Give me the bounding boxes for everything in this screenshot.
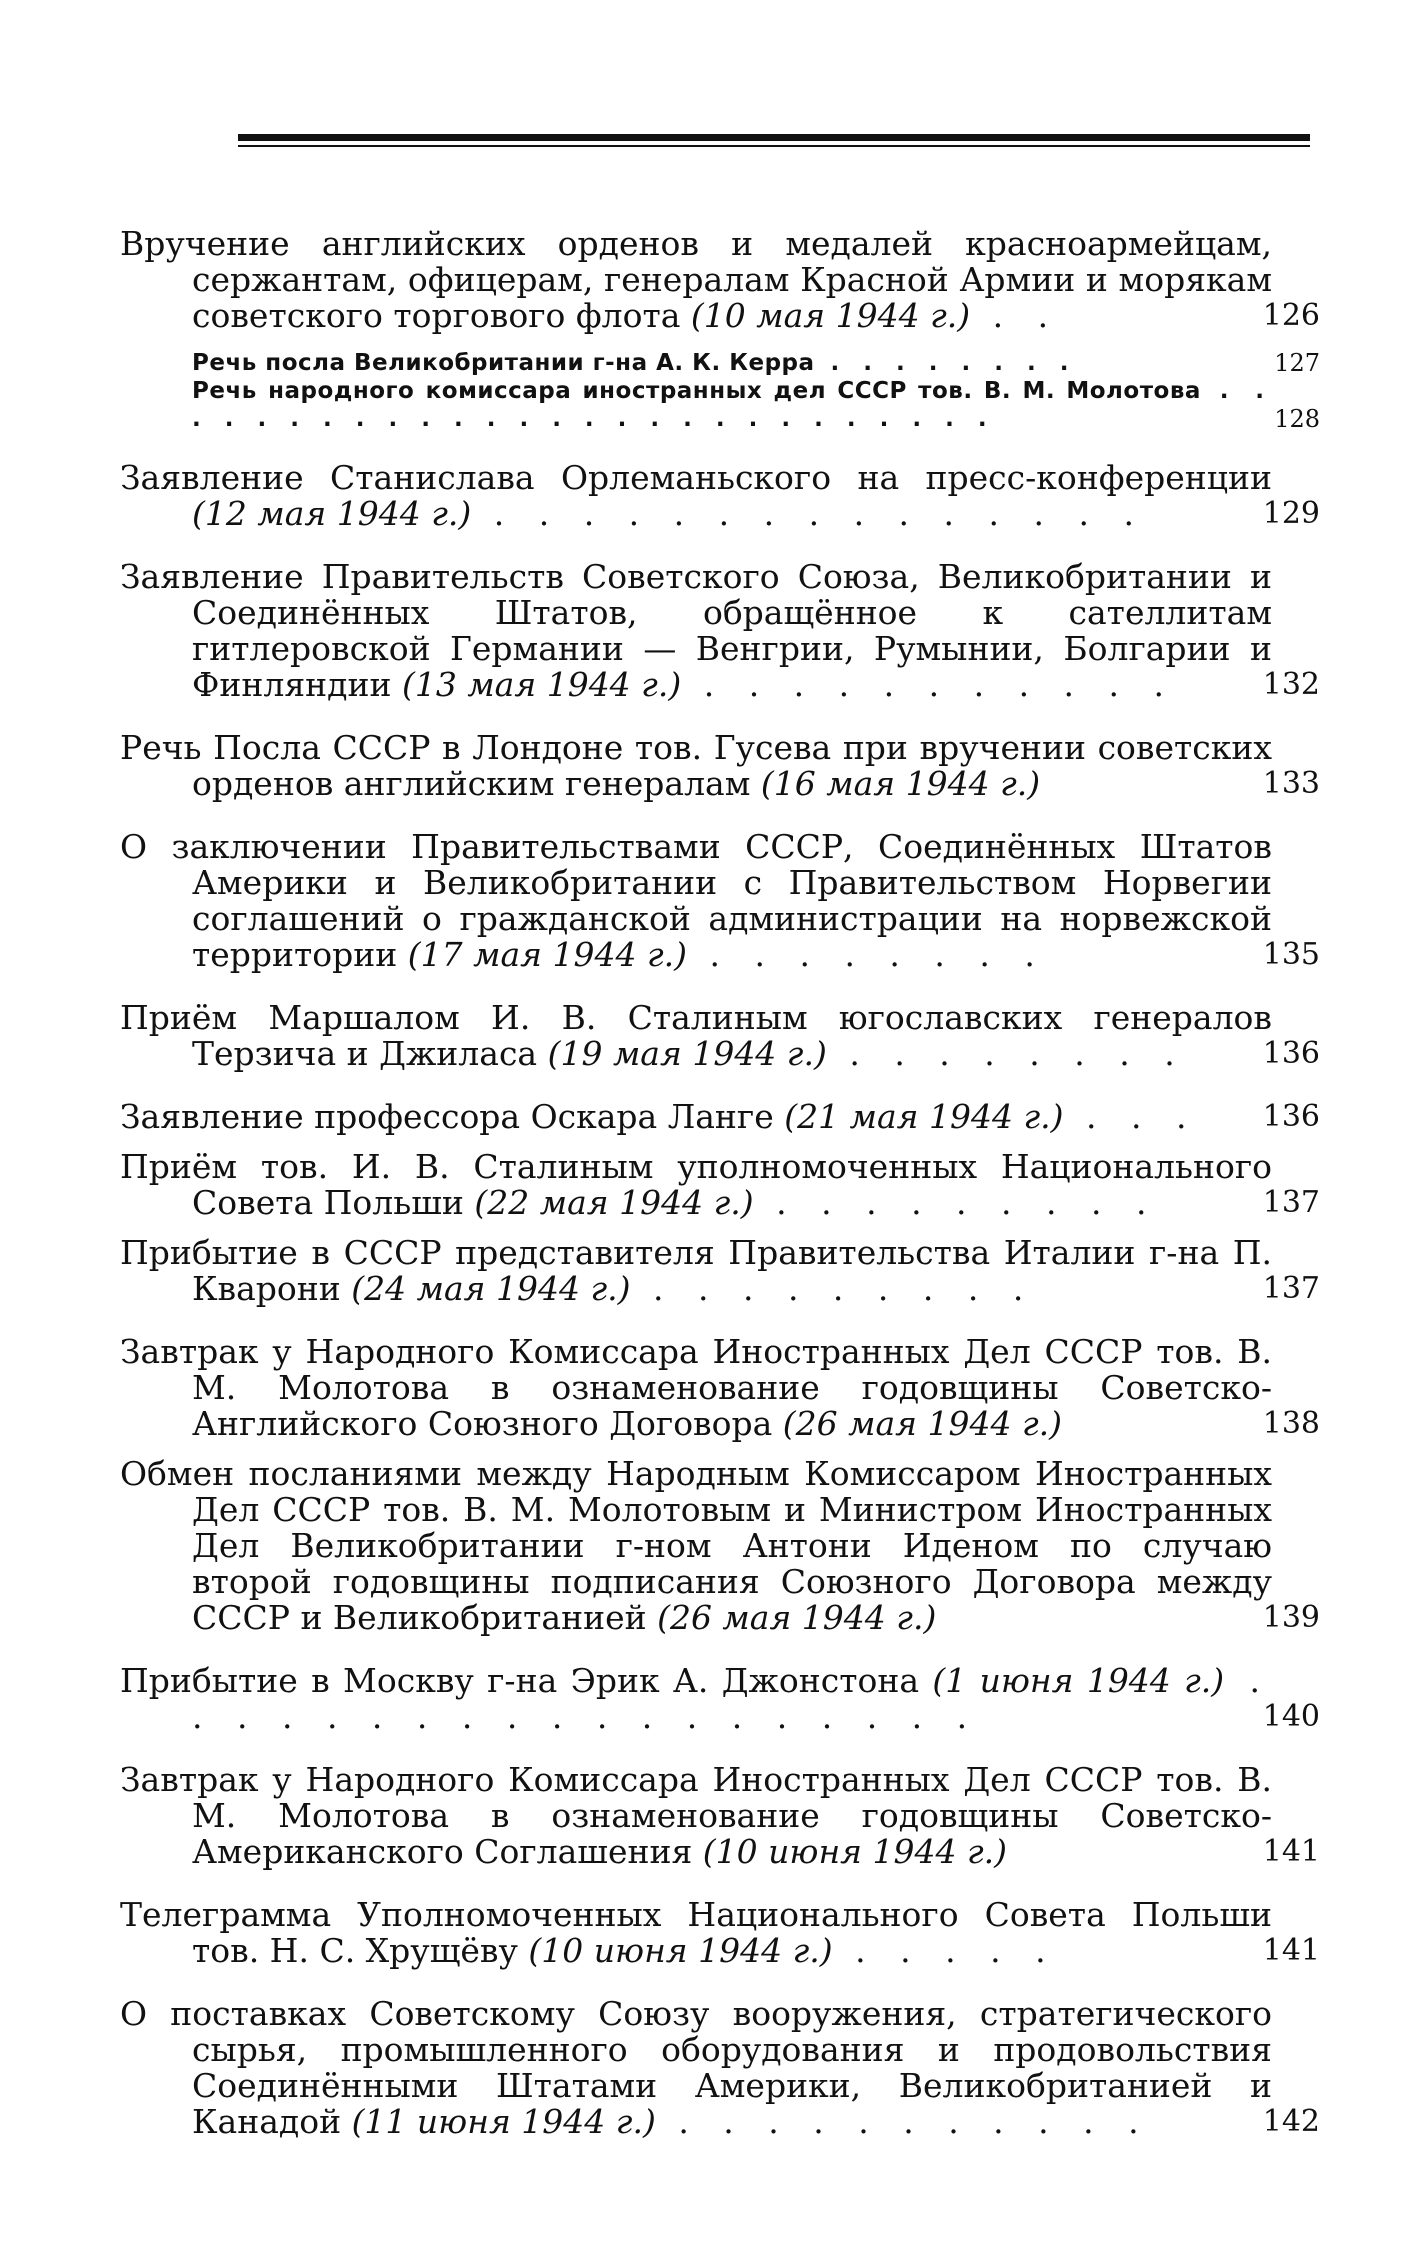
toc-entry-text (120, 1235, 1272, 1307)
toc-entry-text (120, 226, 1272, 334)
entry-date: (16 мая 1944 г.) (760, 764, 1041, 803)
leader-dots: . . . . . . . . . . . . . . . . . . . . . . . . . . . (192, 378, 1272, 432)
toc-entry (120, 559, 1320, 703)
entry-date: (19 мая 1944 г.) (547, 1034, 827, 1073)
leader-dots: . . . (1063, 1097, 1199, 1136)
page-number: 133 (1262, 766, 1320, 801)
toc-entry-text (120, 1000, 1272, 1072)
leader-dots: . . . . . . . . (826, 1034, 1187, 1073)
toc-entry (120, 1663, 1320, 1735)
leader-dots: . . . . . . . . . (753, 1183, 1159, 1222)
entry-date: (11 июня 1944 г.) (351, 2102, 656, 2141)
leader-dots: . . . . . . . . . (630, 1269, 1036, 1308)
header-rule-thin (238, 145, 1310, 147)
toc-subentries (120, 349, 1320, 433)
toc-entry-text (120, 1149, 1272, 1221)
entry-title: О заключении Правительствами СССР, Соединённых Штатов Америки и Великобритании с Правительством Норвегии соглашений о гражданской администрации на норвежской территории (120, 827, 1272, 974)
entry-title: Телеграмма Уполномоченных Национального Совета Польши тов. Н. С. Хрущёву (120, 1895, 1272, 1970)
toc-entry (120, 1456, 1320, 1636)
entry-title: Речь Посла СССР в Лондоне тов. Гусева при вручении советских орденов английским генералам (120, 728, 1272, 803)
page-number: 126 (1262, 298, 1320, 333)
page-number: 136 (1262, 1099, 1320, 1134)
leader-dots: . . . . . . . . . . . . . . . . . . . (192, 1661, 1273, 1736)
toc-entry (120, 226, 1320, 334)
toc-entry-text (120, 1996, 1272, 2140)
leader-dots: . . . . . . . . (814, 350, 1077, 376)
entry-title: Вручение английских орденов и медалей красноармейцам, сержантам, офицерам, генералам Красной Армии и морякам советского торгового флота (120, 224, 1272, 335)
toc-subentry (120, 349, 1320, 377)
leader-dots: . . . . . . . . (687, 935, 1047, 974)
toc-entry-text (120, 1762, 1272, 1870)
toc-entry (120, 730, 1320, 802)
entry-title: Обмен посланиями между Народным Комиссаром Иностранных Дел СССР тов. В. М. Молотовым и Министром Иностранных Дел Великобритании г-ном Антони Иденом по случаю второй годовщины подписания Союзного Договора между СССР и Великобританией (120, 1454, 1272, 1637)
page-number: 136 (1262, 1036, 1320, 1071)
page-number: 142 (1262, 2104, 1320, 2139)
page-number: 137 (1262, 1185, 1320, 1220)
subentry-title: Речь народного комиссара иностранных дел СССР тов. В. М. Молотова (192, 378, 1201, 404)
table-of-contents (120, 226, 1320, 2167)
toc-subentry-text (120, 349, 1272, 377)
entry-date: (21 мая 1944 г.) (784, 1097, 1064, 1136)
entry-date: (26 мая 1944 г.) (782, 1404, 1063, 1443)
toc-subentry-text (120, 377, 1272, 433)
page-number: 140 (1262, 1699, 1320, 1734)
entry-date: (10 июня 1944 г.) (528, 1931, 833, 1970)
entry-title: Прибытие в СССР представителя Правительства Италии г-на П. Кварони (120, 1233, 1272, 1308)
entry-date: (13 мая 1944 г.) (401, 665, 682, 704)
page-number: 132 (1262, 667, 1320, 702)
toc-entry-text (120, 730, 1272, 802)
entry-title: Приём тов. И. В. Сталиным уполномоченных Национального Совета Польши (120, 1147, 1272, 1222)
entry-date: (17 мая 1944 г.) (407, 935, 688, 974)
entry-title: О поставках Советскому Союзу вооружения, стратегического сырья, промышленного оборудования и продовольствия Соединёнными Штатами Америки, Великобританией и Канадой (120, 1994, 1272, 2141)
toc-entry-text (120, 1456, 1272, 1636)
entry-date: (22 мая 1944 г.) (474, 1183, 754, 1222)
toc-entry (120, 829, 1320, 973)
toc-entry (120, 1334, 1320, 1442)
toc-entry (120, 1897, 1320, 1969)
entry-date: (1 июня 1944 г.) (932, 1661, 1225, 1700)
toc-entry (120, 1235, 1320, 1307)
page-number: 129 (1262, 496, 1320, 531)
page-number: 138 (1262, 1406, 1320, 1441)
entry-date: (10 мая 1944 г.) (690, 296, 971, 335)
subentry-title: Речь посла Великобритании г-на А. К. Керра (192, 350, 815, 376)
entry-title: Завтрак у Народного Комиссара Иностранных Дел СССР тов. В. М. Молотова в ознаменование годовщины Советско-Американского Соглашения (120, 1760, 1272, 1871)
page-number: 137 (1262, 1271, 1320, 1306)
page-number: 128 (1274, 405, 1320, 433)
page-number: 141 (1262, 1933, 1320, 1968)
entry-title: Приём Маршалом И. В. Сталиным югославских генералов Терзича и Джиласа (120, 998, 1272, 1073)
page-number: 139 (1262, 1600, 1320, 1635)
toc-entry (120, 1000, 1320, 1072)
header-rule-thick (238, 134, 1310, 141)
leader-dots: . . . . . (832, 1931, 1058, 1970)
leader-dots: . . . . . . . . . . . (681, 665, 1176, 704)
page-number: 135 (1262, 937, 1320, 972)
leader-dots: . . . . . . . . . . . . . . . (471, 494, 1146, 533)
toc-entry-text (120, 460, 1272, 532)
toc-subentry (120, 377, 1320, 433)
toc-entry (120, 460, 1320, 532)
toc-entry-text (120, 1334, 1272, 1442)
entry-date: (24 мая 1944 г.) (351, 1269, 631, 1308)
toc-entry-text (120, 1099, 1272, 1135)
entry-title: Заявление Правительств Советского Союза, Великобритании и Соединённых Штатов, обращённое к сателлитам гитлеровской Германии — Венгрии, Румынии, Болгарии и Финляндии (120, 557, 1272, 704)
entry-title: Завтрак у Народного Комиссара Иностранных Дел СССР тов. В. М. Молотова в ознаменование годовщины Советско-Английского Союзного Договора (120, 1332, 1272, 1443)
leader-dots: . . (970, 296, 1061, 335)
page-number: 127 (1274, 349, 1320, 377)
toc-entry (120, 1996, 1320, 2140)
toc-entry (120, 1099, 1320, 1135)
toc-entry (120, 1149, 1320, 1221)
entry-title: Заявление Станислава Орлеманьского на пресс-конференции (120, 458, 1272, 497)
toc-entry-text (120, 829, 1272, 973)
toc-entry-text (120, 559, 1272, 703)
entry-title: Прибытие в Москву г-на Эрик А. Джонстона (120, 1661, 933, 1700)
toc-entry-text (120, 1663, 1272, 1735)
toc-entry (120, 1762, 1320, 1870)
toc-entry-text (120, 1897, 1272, 1969)
page-number: 141 (1262, 1834, 1320, 1869)
entry-title: Заявление профессора Оскара Ланге (120, 1097, 785, 1136)
entry-date: (12 мая 1944 г.) (192, 494, 472, 533)
entry-date: (10 июня 1944 г.) (702, 1832, 1008, 1871)
leader-dots: . . . . . . . . . . . (655, 2102, 1151, 2141)
entry-date: (26 мая 1944 г.) (657, 1598, 937, 1637)
